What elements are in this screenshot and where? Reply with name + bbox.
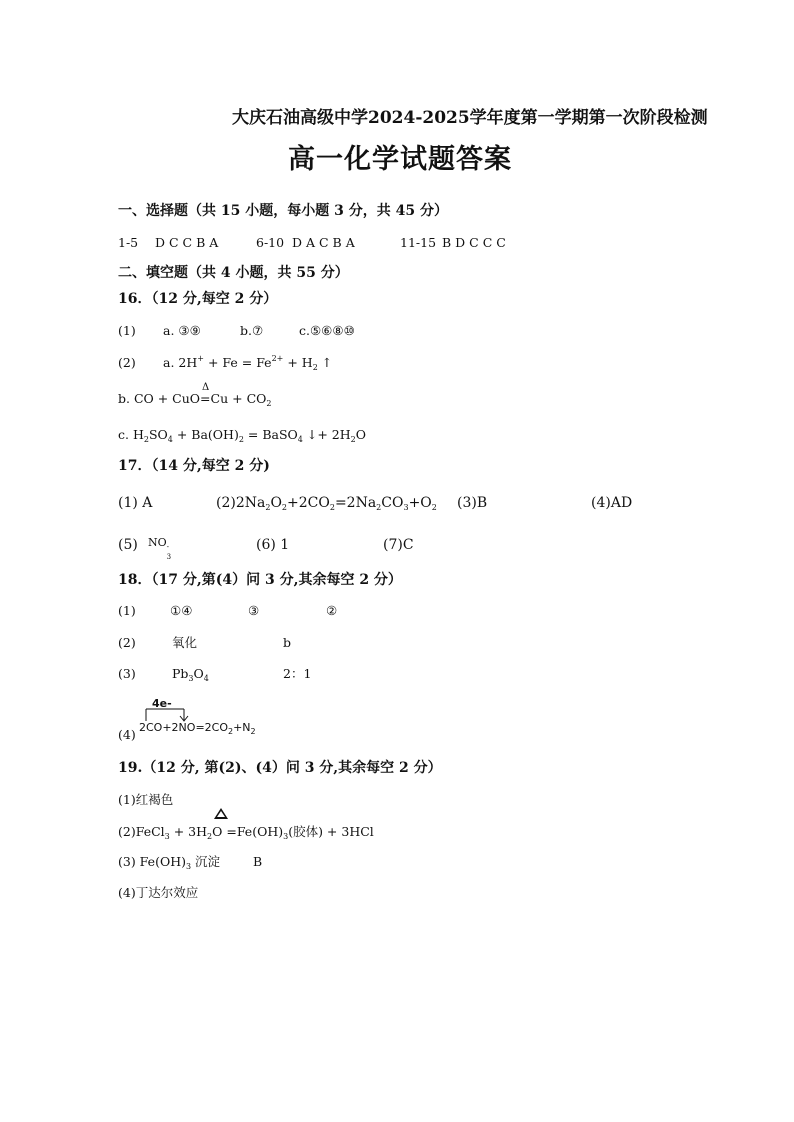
q18-row2-c2: b xyxy=(283,635,292,650)
q19-a3: (3) $Fe(OH)_3$ 沉淀 xyxy=(118,854,221,871)
choice-answers-2: D A C B A xyxy=(292,235,355,250)
q16-row4-equation: c. $H_2SO_4 + Ba(OH)_2$ = BaSO$_4$ ↓+ $2H_2O$ xyxy=(118,427,366,444)
q18-row4-equation: $2CO+2NO=2CO_2+N_2$ xyxy=(139,721,256,736)
q17-a6: (6) 1 xyxy=(256,537,290,553)
q18-row1-c2: ③ xyxy=(248,603,260,618)
q16-row2-num: (2) xyxy=(118,355,136,370)
document-title: 高一化学试题答案 xyxy=(288,144,512,175)
part2-heading: 二、填空题（共 4 小题，共 55 分） xyxy=(118,265,349,281)
q17-a2: $(2)2Na_2O_2+2CO_2=2Na_2CO_3+O_2$ xyxy=(216,495,437,512)
q18-heading: 18．（17 分,第(4）问 3 分,其余每空 2 分） xyxy=(118,572,402,588)
part1-heading: 一、选择题（共 15 小题，每小题 3 分，共 45 分） xyxy=(118,203,448,219)
q17-a7: (7)C xyxy=(383,537,414,553)
school-header: 大庆石油高级中学2024-2025学年度第一学期第一次阶段检测 xyxy=(232,108,708,128)
q17-a5: (5) xyxy=(118,537,138,553)
heating-equals: Δ = xyxy=(200,382,211,406)
choice-range-3: 11-15 xyxy=(400,235,437,250)
q18-row3-c1: $Pb_3O_4$ xyxy=(172,666,209,683)
q18-row1-c1: ①④ xyxy=(170,603,193,618)
electron-transfer-label: 4e- xyxy=(152,697,172,710)
choice-range: 1-5 xyxy=(118,235,139,250)
q16-row1-a: a. ③⑨ xyxy=(163,323,201,338)
heating-triangle-icon xyxy=(214,808,228,819)
q18-row4-num: (4) xyxy=(118,727,136,742)
q18-row2-num: (2) xyxy=(118,635,136,650)
q16-heading: 16．（12 分,每空 2 分） xyxy=(118,291,278,307)
q19-a1: (1)红褐色 xyxy=(118,792,174,807)
q16-row1-b: b.⑦ xyxy=(240,323,264,338)
q18-row3-num: (3) xyxy=(118,666,136,681)
q16-row2-equation: a. $2H^+ + Fe = Fe^{2+} + H_2$ ↑ xyxy=(163,354,333,372)
q17-heading: 17．（14 分,每空 2 分) xyxy=(118,458,270,474)
q17-a5-ion: NO - 3 xyxy=(148,536,172,561)
choice-range-2: 6-10 xyxy=(256,235,285,250)
choice-answers-3: B D C C C xyxy=(442,235,506,250)
q16-row1-num: (1) xyxy=(118,323,136,338)
choice-answers-1: D C C B A xyxy=(155,235,219,250)
q19-a2: (2)FeCl$_3$ + $3H_2O =Fe(OH)_3$(胶体) + 3HCl xyxy=(118,824,374,841)
choice-group-1 xyxy=(118,235,138,251)
q17-a1: (1) A xyxy=(118,495,153,511)
q18-row1-num: (1) xyxy=(118,603,136,618)
q18-row3-c2: 2：1 xyxy=(283,666,312,681)
q16-row1-c: c.⑤⑥⑧⑩ xyxy=(299,323,355,338)
q17-a3: (3)B xyxy=(457,495,488,511)
q18-row1-c3: ② xyxy=(326,603,338,618)
q19-a3-answer: B xyxy=(253,854,263,869)
q19-a4: (4)丁达尔效应 xyxy=(118,885,199,900)
q17-a4: (4)AD xyxy=(591,495,633,511)
q19-heading: 19.（12 分, 第(2)、(4）问 3 分,其余每空 2 分） xyxy=(118,760,442,776)
q18-row2-c1: 氧化 xyxy=(172,635,198,650)
q16-row3-equation: b. CO + CuO Δ $=Cu + CO_2$ xyxy=(118,382,272,408)
